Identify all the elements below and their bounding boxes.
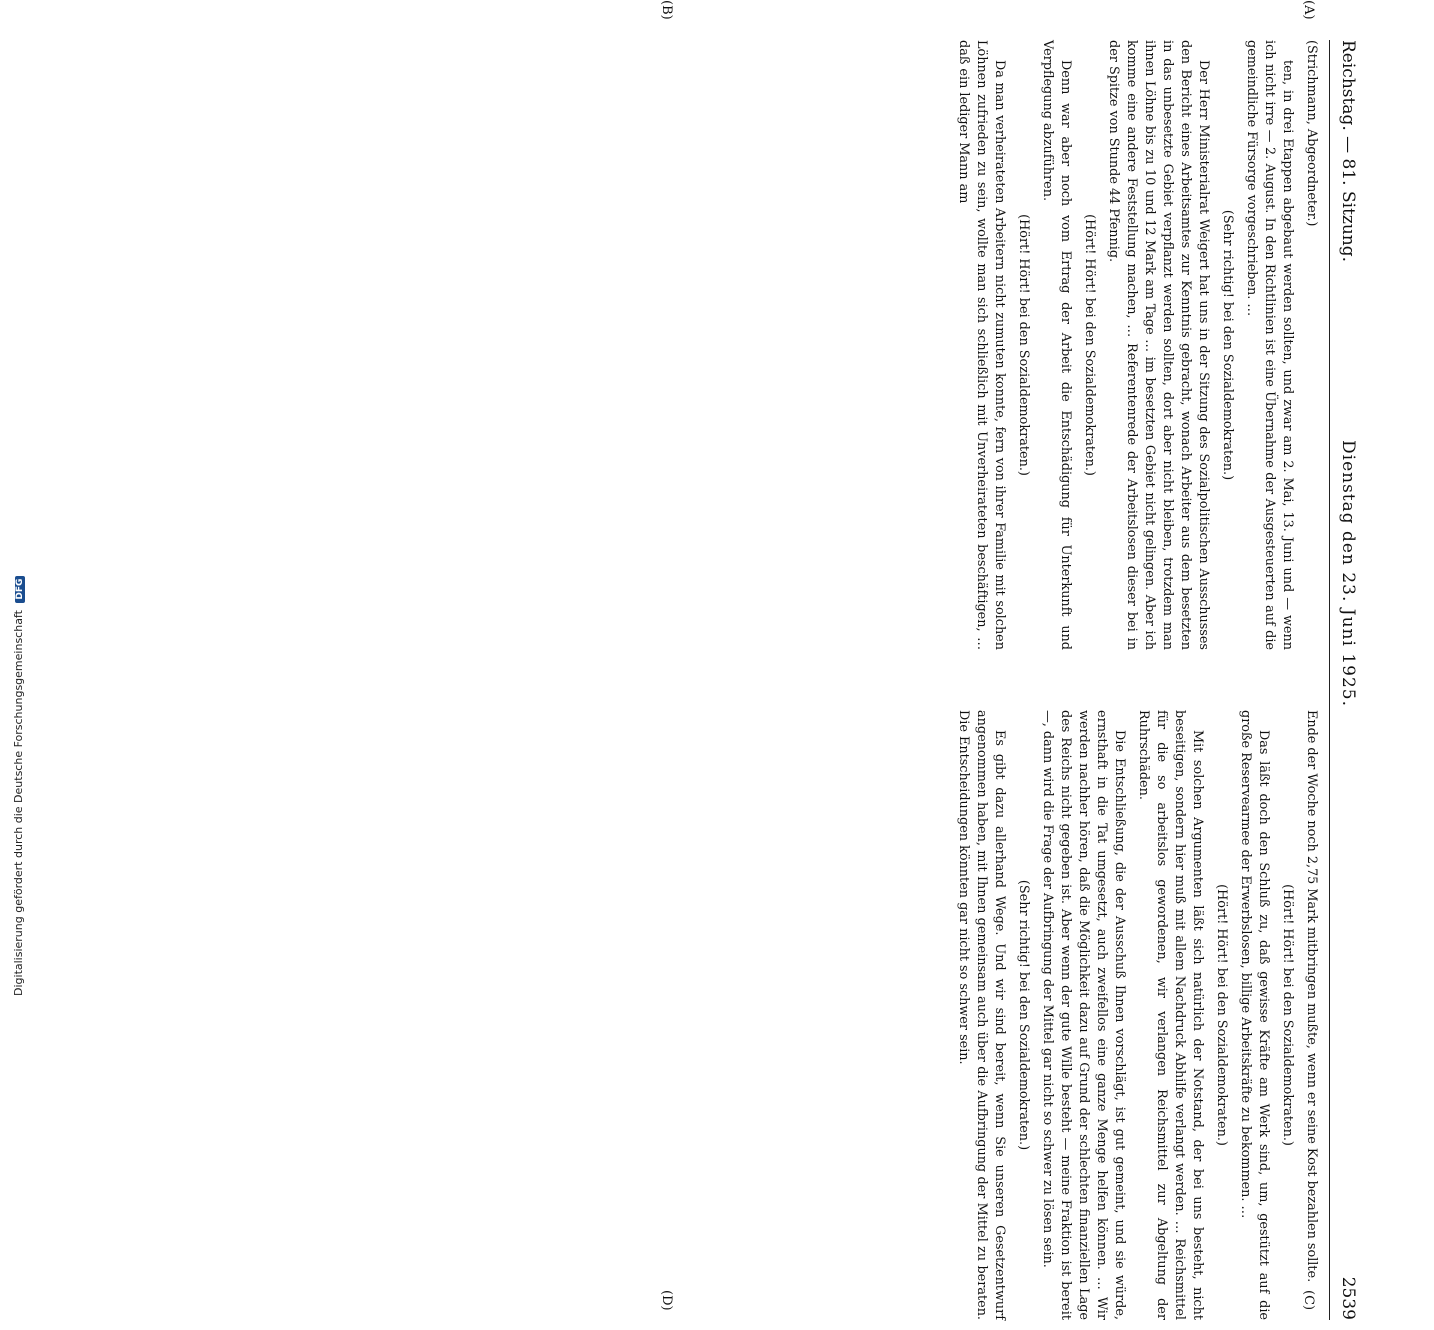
- paragraph: Mit solchen Argumenten läßt sich natürlich der Notstand, der bei uns besteht, nicht beseitigen, sondern hier muß mit allem Nachdruck Abhilfe verlangt werden. … Reichsmittel für die so arbeitslos gewordenen, wir verlangen Reichsmittel zur Abgeltung der Ruhrschäden.: [1136, 710, 1205, 1320]
- interjection: (Sehr richtig! bei den Sozialdemokraten.): [1220, 209, 1235, 481]
- document-page: [104, 0, 1364, 1330]
- header-rule: [1329, 40, 1330, 1320]
- paragraph: Der Herr Ministerialrat Weigert hat uns in der Sitzung des Sozialpolitischen Ausschusses den Bericht eines Arbeitsamtes zur Kenntnis gebracht, wonach Arbeiter aus dem besetzten in das unbesetzte Gebiet verpflanzt werden sollten, dort aber nicht bleiben, trotzdem man ihnen Löhne bis zu 10 und 12 Mark am Tage … im besetzten Gebiet nicht gelingen. Aber ich komme eine andere Feststellung machen, … Referentenrede der Arbeitslosen dieser bei in der Spitze von Stunde 44 Pfennig.: [1106, 40, 1211, 650]
- paragraph: Denn war aber noch vom Ertrag der Arbeit die Entschädigung für Unterkunft und Verpflegung abzuführen.: [1040, 40, 1073, 650]
- interjection: (Hört! Hört! bei den Sozialdemokraten.): [1082, 214, 1097, 476]
- page-number: 2539: [1338, 1276, 1358, 1320]
- header-session: Reichstag. — 81. Sitzung.: [1338, 40, 1358, 263]
- paragraph: Die Entschließung, die der Ausschuß Ihnen vorschlägt, ist gut gemeint, und sie würde, ernsthaft in die Tat umgesetzt, auch zweifellos eine ganze Menge helfen können. … Wir werden nachher hören, daß die Möglichkeit dazu auf Grund der schlechten finanziellen Lage des Reichs nicht gegeben ist. Aber wenn der gute Wille besteht — meine Fraktion ist bereit —, dann wird die Frage der Aufbringung der Mittel gar nicht so schwer zu lösen sein.: [1040, 710, 1127, 1320]
- interjection: (Hört! Hört! bei den Sozialdemokraten.): [1280, 884, 1295, 1146]
- interjection: (Hört! Hört! bei den Sozialdemokraten.): [1214, 884, 1229, 1146]
- interjection: (Sehr richtig! bei den Sozialdemokraten.): [1016, 879, 1031, 1151]
- left-column: [948, 40, 1320, 650]
- margin-mark-b: (B): [659, 0, 674, 20]
- margin-mark-a: (A): [1301, 0, 1316, 20]
- dfg-logo: DFG: [15, 576, 25, 603]
- page-header: [1330, 30, 1364, 1330]
- paragraph: (Strichmann, Abgeordneter.): [1304, 40, 1319, 227]
- credit-text: Digitalisierung gefördert durch die Deutsche Forschungsgemeinschaft: [12, 610, 25, 996]
- paragraph: Es gibt dazu allerhand Wege. Und wir sind bereit, wenn Sie unseren Gesetzentwurf angenommen haben, mit Ihnen gemeinsam auch über die Aufbringung der Mittel zu beraten. Die Entscheidungen könnten gar nicht so schwer sein.: [956, 710, 1007, 1320]
- paragraph: ten, in drei Etappen abgebaut werden sollten, und zwar am 2. Mai, 13. Juni und — wenn ich nicht irre — 2. August. In den Richtlinien ist eine Übernahme der Ausgesteuerten auf die gemeindliche Fürsorge vorgeschrieben. …: [1244, 40, 1295, 650]
- interjection: (Hört! Hört! bei den Sozialdemokraten.): [1016, 214, 1031, 476]
- digitization-credit: [12, 0, 32, 996]
- right-column: [948, 710, 1320, 1320]
- header-date: Dienstag den 23. Juni 1925.: [1338, 440, 1358, 708]
- paragraph: Da man verheirateten Arbeitern nicht zumuten konnte, fern von ihrer Familie mit solchen Löhnen zufrieden zu sein, wollte man sich schließlich mit Unverheirateten beschäftigen, … daß ein lediger Mann am: [956, 40, 1007, 650]
- paragraph: Ende der Woche noch 2,75 Mark mitbringen mußte, wenn er seine Kost bezahlen sollte.: [1304, 710, 1319, 1283]
- margin-mark-d: (D): [659, 1290, 674, 1311]
- margin-mark-c: (C): [1301, 1290, 1316, 1311]
- paragraph: Das läßt doch den Schluß zu, daß gewisse Kräfte am Werk sind, um, gestützt auf die große Reservearmee der Erwerbslosen, billige Arbeitskräfte zu bekommen. …: [1238, 710, 1271, 1320]
